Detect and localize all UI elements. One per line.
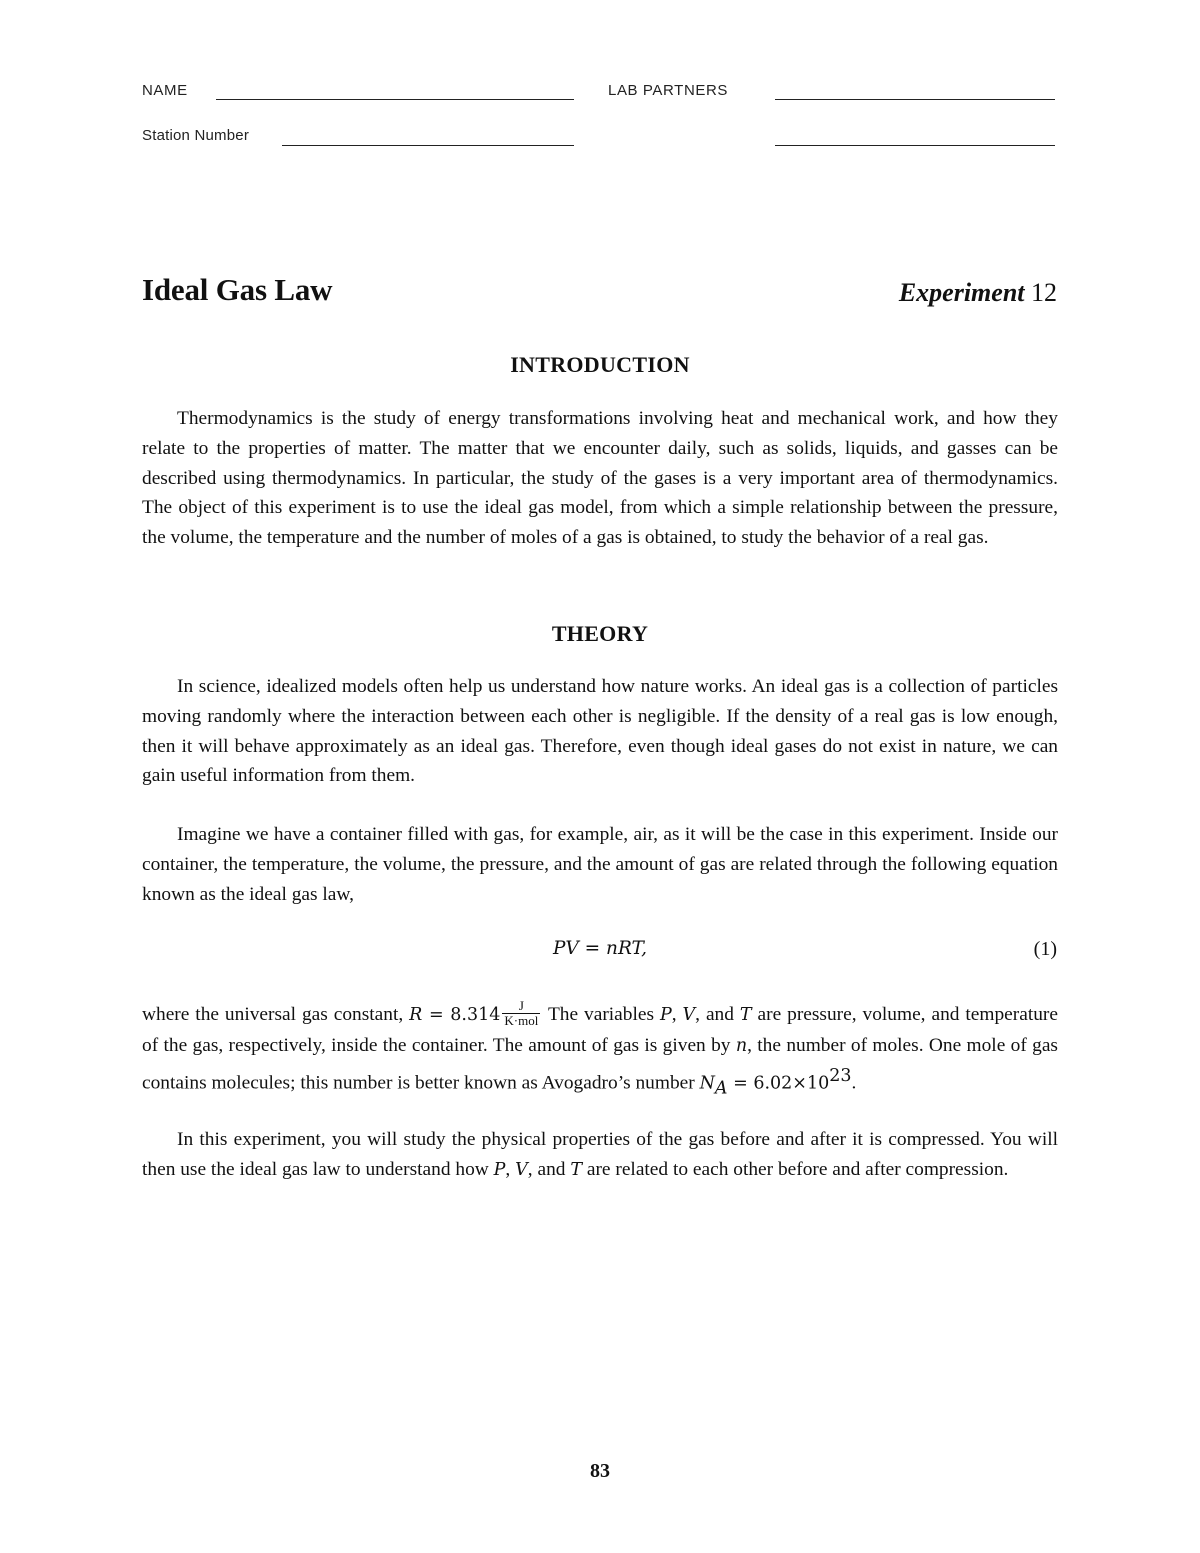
name-label: NAME bbox=[142, 82, 188, 99]
p4-text-b: , bbox=[505, 1158, 516, 1180]
p3-text-e: are pressure, volume, and temperature of the gas, respectively, inside the container. The amount of gas is given by bbox=[142, 1004, 1058, 1056]
lab-partners-label: LAB PARTNERS bbox=[608, 82, 729, 99]
p4-text-c: , and bbox=[527, 1158, 571, 1180]
p3-text-f: , the number of moles. One mole of gas contains molecules; this number is better known as Avogadro’s number bbox=[142, 1034, 1058, 1094]
symbol-T: T bbox=[739, 1005, 752, 1025]
lab-partners-field-line-1[interactable] bbox=[775, 99, 1055, 100]
introduction-paragraph bbox=[142, 404, 1058, 553]
experiment-word: Experiment bbox=[898, 278, 1025, 307]
symbol-R: R bbox=[409, 1005, 423, 1025]
gas-constant-value: 8.314 bbox=[450, 1005, 501, 1025]
theory-paragraph-1 bbox=[142, 672, 1058, 791]
equation-text: PV = nRT, bbox=[552, 938, 648, 959]
avogadro-exponent: 23 bbox=[829, 1065, 852, 1086]
p3-text-d: , and bbox=[695, 1004, 740, 1025]
theory-text-2: Imagine we have a container filled with gas, for example, air, as it will be the case in this experiment. Inside our container, the temperature, the volume, the pressure, and the amount of gas are related through the following equation known as the ideal gas law, bbox=[142, 824, 1058, 905]
p4-text-d: are related to each other before and after compression. bbox=[582, 1158, 1009, 1180]
symbol-T-2: T bbox=[570, 1159, 582, 1180]
p4-text bbox=[142, 1125, 1058, 1186]
introduction-heading: INTRODUCTION bbox=[510, 352, 690, 377]
p3-equals: = bbox=[422, 1005, 451, 1025]
symbol-N: N bbox=[699, 1073, 715, 1094]
station-number-field-line[interactable] bbox=[282, 145, 574, 146]
theory-heading: THEORY bbox=[551, 621, 649, 646]
symbol-V-2: V bbox=[515, 1159, 528, 1180]
document-title: Ideal Gas Law bbox=[142, 272, 333, 307]
p4-text-a: In this experiment, you will study the physical properties of the gas before and after it is compressed. You will then use the ideal gas law to understand how bbox=[142, 1129, 1058, 1180]
symbol-P: P bbox=[659, 1005, 672, 1025]
p3-text-b: The variables bbox=[542, 1004, 660, 1025]
symbol-N-subscript: A bbox=[714, 1077, 728, 1098]
experiment-label bbox=[899, 278, 1057, 308]
avogadro-value: 6.02×10 bbox=[753, 1073, 830, 1094]
theory-paragraph-2 bbox=[142, 820, 1058, 909]
equation-number: (1) bbox=[1033, 938, 1057, 960]
symbol-V: V bbox=[682, 1005, 696, 1025]
symbol-P-2: P bbox=[493, 1159, 506, 1180]
name-field-line[interactable] bbox=[216, 99, 574, 100]
experiment-number: 12 bbox=[1031, 278, 1057, 307]
theory-text-1: In science, idealized models often help us understand how nature works. An ideal gas is a collection of particles moving randomly where the interaction between each other is negligible. If the density of a real gas is low enough, then it will behave approximately as an ideal gas. Therefore, even though ideal gases do not exist in nature, we can gain useful information from them. bbox=[142, 676, 1058, 787]
station-number-label: Station Number bbox=[142, 127, 250, 144]
p3-text-a: where the universal gas constant, bbox=[142, 1004, 410, 1025]
introduction-text: Thermodynamics is the study of energy transformations involving heat and mechanical work, and how they relate to the properties of matter. The matter that we encounter daily, such as solids, liquids, and gasses can be described using thermodynamics. In particular, the study of the gases is a very important area of thermodynamics. The object of this experiment is to use the ideal gas model, from which a simple relationship between the pressure, the volume, the temperature and the number of moles of a gas is obtained, to study the behavior of a real gas. bbox=[142, 408, 1058, 549]
symbol-n: n bbox=[735, 1035, 748, 1056]
p3-equals-2: = bbox=[727, 1073, 754, 1094]
p3-text-c: , bbox=[671, 1004, 683, 1025]
p3-text-h: . bbox=[851, 1072, 857, 1094]
lab-partners-field-line-2[interactable] bbox=[775, 145, 1055, 146]
theory-paragraph-4 bbox=[142, 1125, 1058, 1186]
unit-numerator: J bbox=[502, 999, 540, 1014]
page-number: 83 bbox=[590, 1460, 610, 1482]
gas-constant-unit-fraction bbox=[502, 999, 540, 1028]
unit-denominator: K·mol bbox=[504, 1013, 539, 1029]
theory-paragraph-3 bbox=[142, 1000, 1058, 1104]
